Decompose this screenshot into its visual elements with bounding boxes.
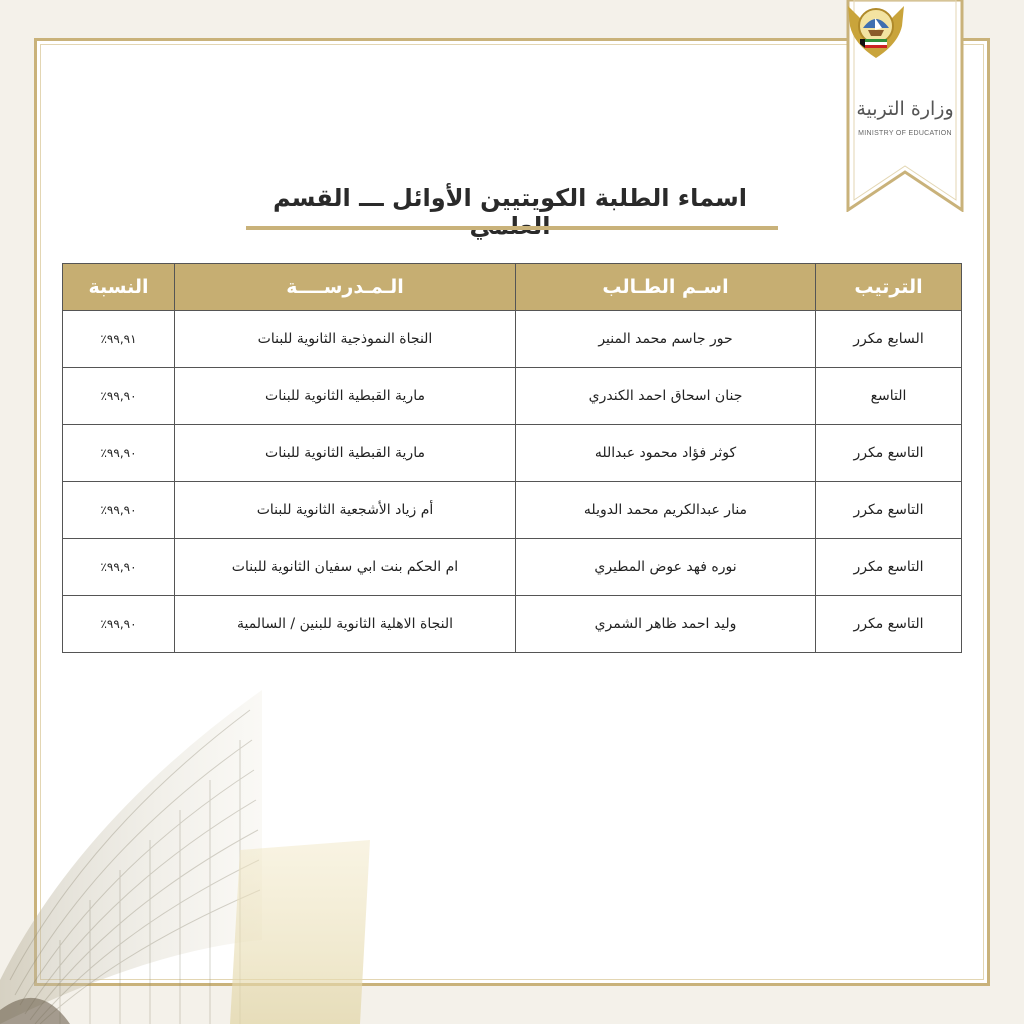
ministry-name-arabic: وزارة التربية: [856, 98, 954, 120]
cell-rank: التاسع مكرر: [816, 482, 962, 539]
cell-rank: السابع مكرر: [816, 311, 962, 368]
cell-school: مارية القبطية الثانوية للبنات: [175, 425, 516, 482]
cell-percent: ٩٩,٩٠٪: [63, 425, 175, 482]
header-name: اسـم الطـالب: [516, 264, 816, 311]
page-title: اسماء الطلبة الكويتيين الأوائل ـــ القسم: [272, 184, 748, 212]
table-row: [63, 596, 962, 653]
results-table: [62, 263, 962, 653]
cell-school: النجاة الاهلية الثانوية للبنين / السالمية: [175, 596, 516, 653]
cell-name: وليد احمد ظاهر الشمري: [516, 596, 816, 653]
cell-school: أم زياد الأشجعية الثانوية للبنات: [175, 482, 516, 539]
cell-rank: التاسع مكرر: [816, 596, 962, 653]
cell-name: جنان اسحاق احمد الكندري: [516, 368, 816, 425]
kuwait-emblem-icon: [846, 0, 906, 62]
cell-percent: ٩٩,٩٠٪: [63, 539, 175, 596]
cell-name: نوره فهد عوض المطيري: [516, 539, 816, 596]
cell-percent: ٩٩,٩٠٪: [63, 596, 175, 653]
cell-percent: ٩٩,٩٠٪: [63, 482, 175, 539]
cell-name: حور جاسم محمد المنير: [516, 311, 816, 368]
table-row: [63, 368, 962, 425]
cell-percent: ٩٩,٩٠٪: [63, 368, 175, 425]
cell-name: منار عبدالكريم محمد الدويله: [516, 482, 816, 539]
building-illustration: [0, 680, 380, 1024]
ministry-name-english: MINISTRY OF EDUCATION: [858, 130, 952, 137]
cell-percent: ٩٩,٩١٪: [63, 311, 175, 368]
table-header-row: [63, 264, 962, 311]
ministry-ribbon: [846, 0, 964, 212]
table-row: [63, 482, 962, 539]
header-percent: النسبة: [63, 264, 175, 311]
cell-rank: التاسع مكرر: [816, 539, 962, 596]
table-row: [63, 539, 962, 596]
title-underline: [246, 226, 778, 230]
table-row: [63, 425, 962, 482]
header-rank: الترتيب: [816, 264, 962, 311]
cell-school: النجاة النموذجية الثانوية للبنات: [175, 311, 516, 368]
cell-rank: التاسع: [816, 368, 962, 425]
table-row: [63, 311, 962, 368]
cell-school: ام الحكم بنت ابي سفيان الثانوية للبنات: [175, 539, 516, 596]
cell-rank: التاسع مكرر: [816, 425, 962, 482]
cell-name: كوثر فؤاد محمود عبدالله: [516, 425, 816, 482]
header-school: الـمـدرســــة: [175, 264, 516, 311]
cell-school: مارية القبطية الثانوية للبنات: [175, 368, 516, 425]
